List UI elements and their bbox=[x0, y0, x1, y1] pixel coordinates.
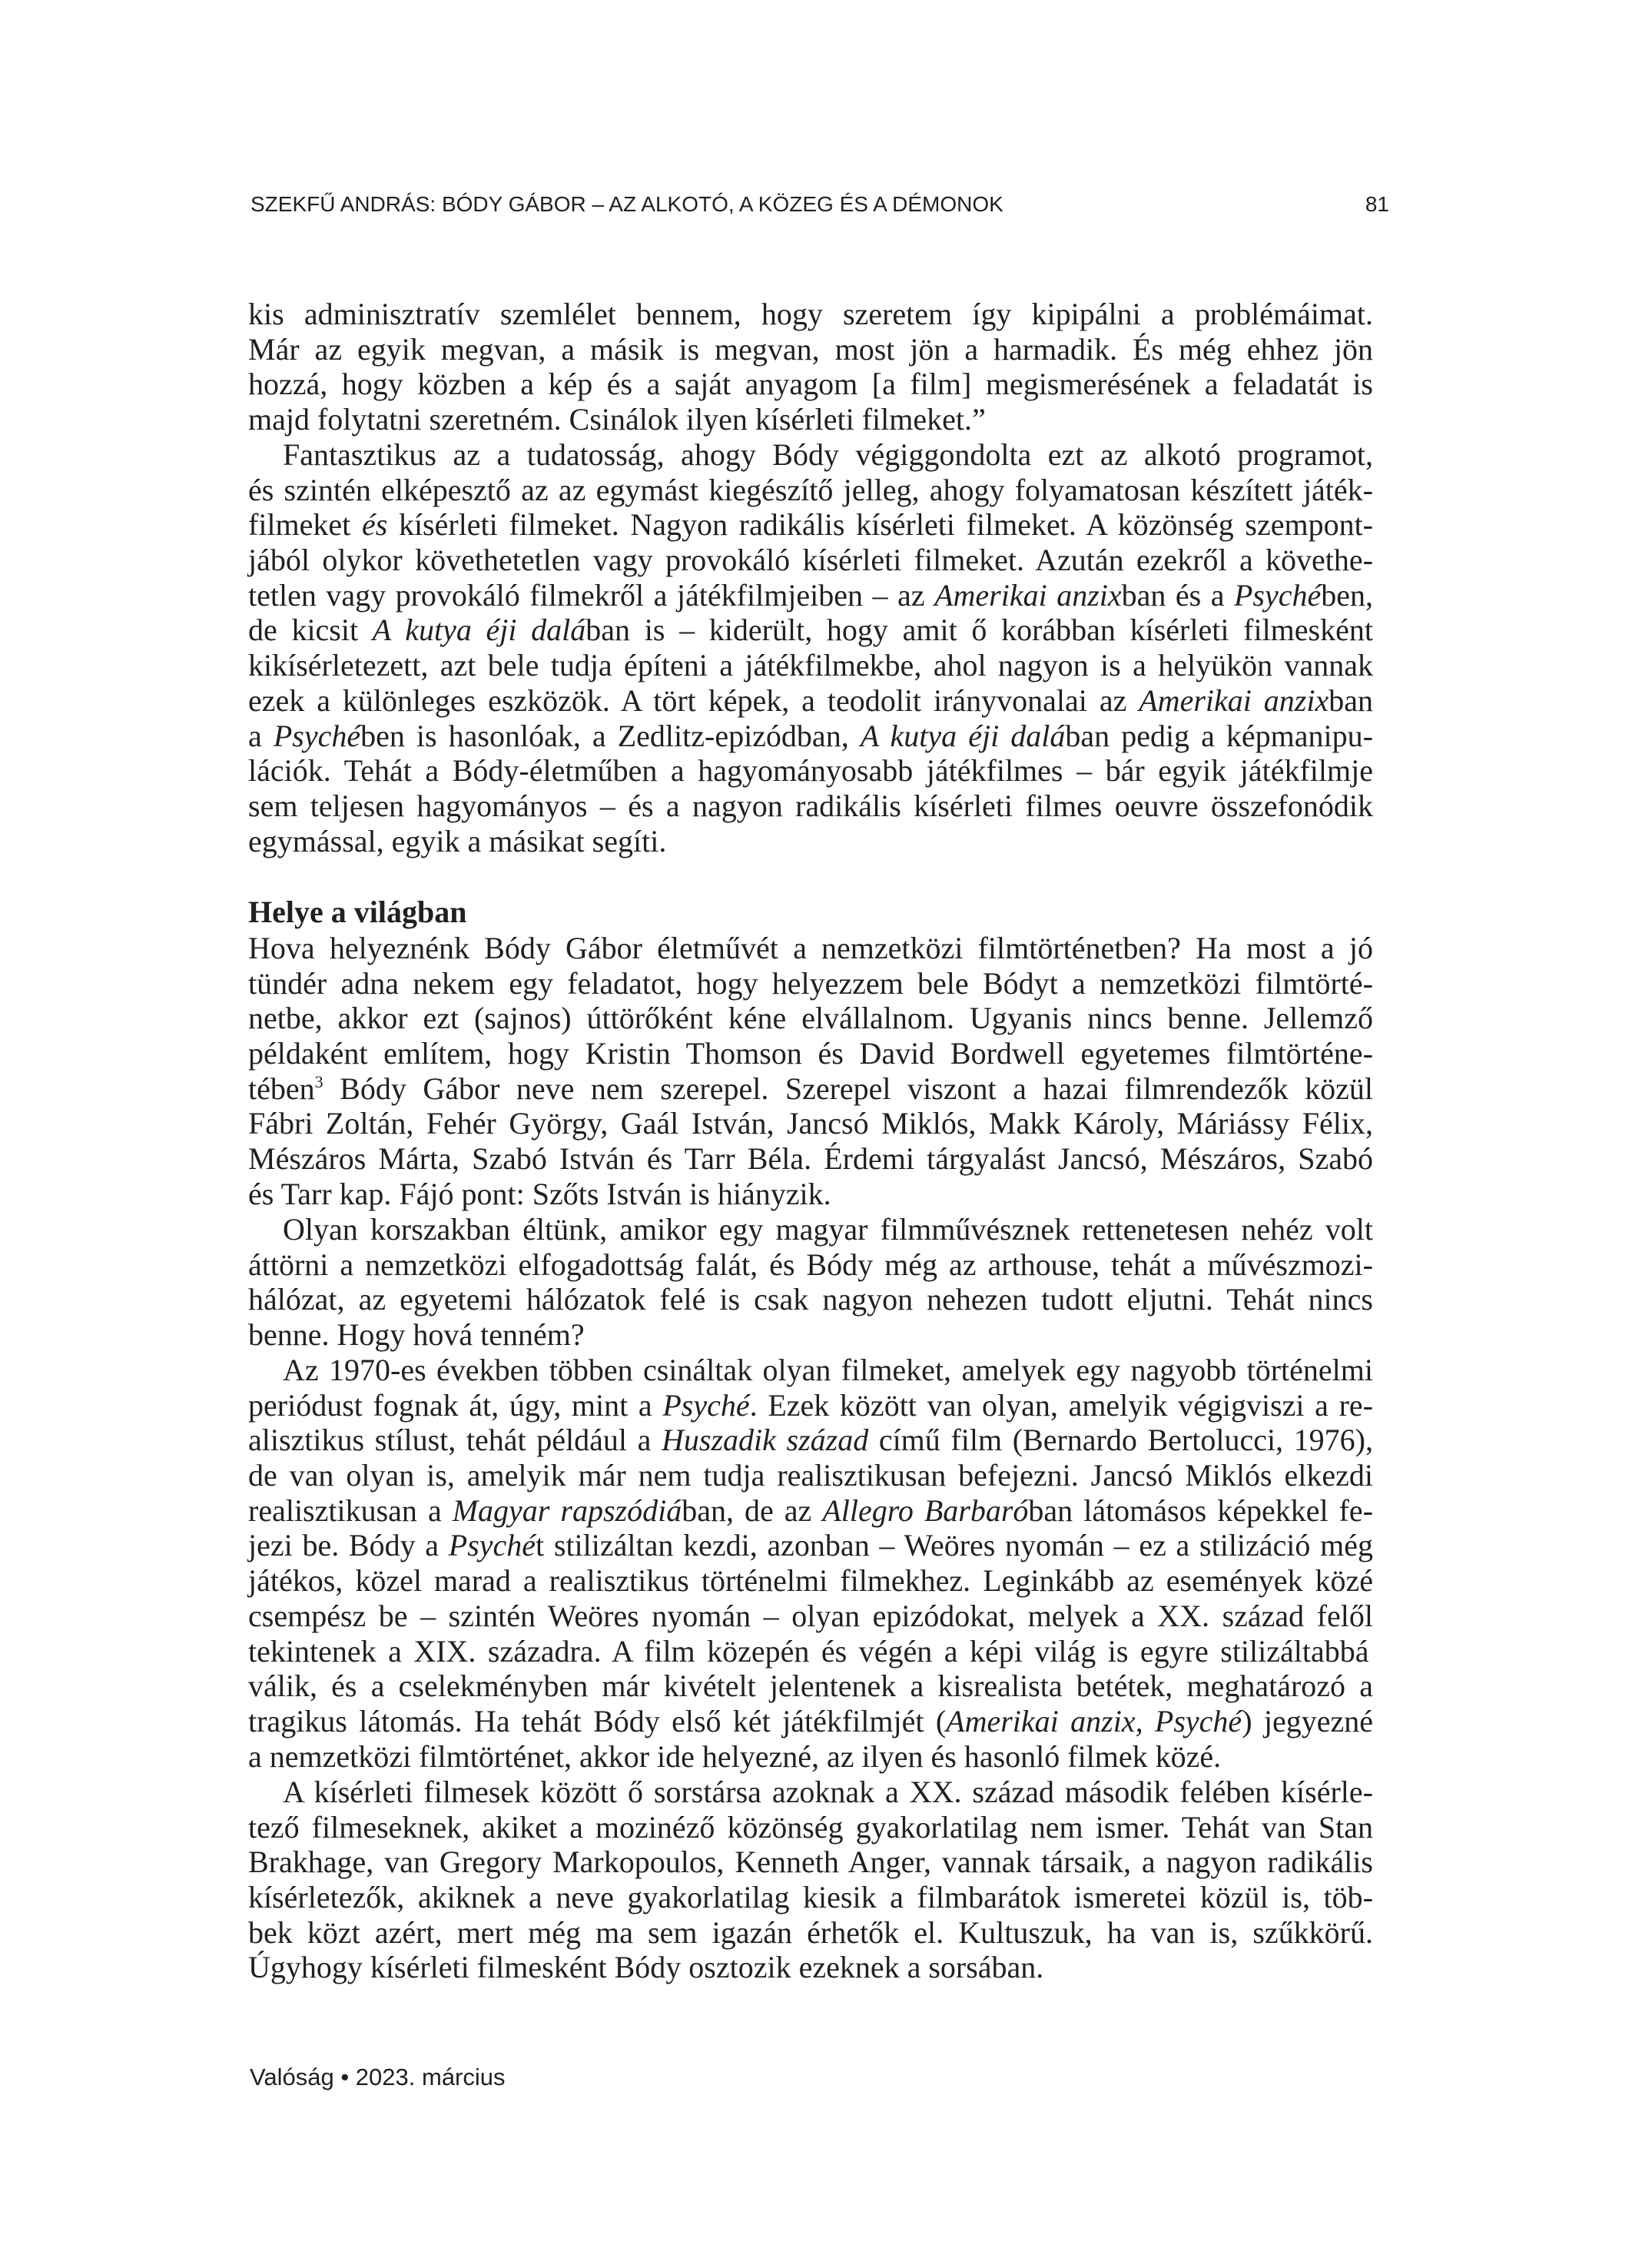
text-run: benne. Hogy hová tenném? bbox=[248, 1317, 585, 1353]
text-line bbox=[248, 1775, 1373, 1810]
italic-title: A kutya éji dalá bbox=[860, 718, 1066, 753]
text-line bbox=[248, 1247, 1373, 1283]
text-run: t stilizáltan kezdi, azonban – Weöres nyomán – ez a stilizáció még bbox=[536, 1528, 1374, 1563]
text-run: ban látomásos képekkel fe- bbox=[1028, 1493, 1374, 1528]
text-run: filmeket bbox=[248, 507, 362, 543]
italic-title: Amerikai anzix bbox=[934, 577, 1122, 613]
text-line bbox=[248, 824, 1373, 859]
text-run: tező filmeseknek, akiket a mozinéző közönség gyakorlatilag nem ismer. Tehát van Stan bbox=[248, 1809, 1373, 1845]
text-run: áttörni a nemzetközi elfogadottság falát, és Bódy még az arthouse, tehát a művészmozi- bbox=[248, 1247, 1373, 1282]
text-line bbox=[248, 1950, 1373, 1985]
text-run: kísérleti filmeket. Nagyon radikális kísérleti filmeket. A közönség szempont- bbox=[387, 507, 1374, 543]
paragraph-body bbox=[248, 1212, 1373, 1353]
text-run: ) jegyezné bbox=[1242, 1703, 1373, 1738]
text-run: játékos, közel marad a realisztikus történelmi filmekhez. Leginkább az események közé bbox=[248, 1563, 1373, 1599]
text-run: Az 1970-es években többen csináltak olyan filmeket, amelyek egy nagyobb történelmi bbox=[283, 1353, 1373, 1387]
text-run: Fantasztikus az a tudatosság, ahogy Bódy végiggondolta ezt az alkotó programot, bbox=[283, 437, 1373, 472]
text-line bbox=[248, 1493, 1373, 1529]
text-run: kis adminisztratív szemlélet bennem, hogy szeretem így kipipálni a problémáimat. bbox=[248, 297, 1373, 331]
text-line bbox=[248, 507, 1373, 543]
text-line bbox=[248, 1317, 1373, 1353]
text-line bbox=[248, 1915, 1373, 1951]
text-run: Már az egyik megvan, a másik is megvan, most jön a harmadik. És még ehhez jön bbox=[248, 331, 1373, 367]
paragraph-body bbox=[248, 1775, 1373, 1985]
text-line bbox=[248, 931, 1373, 966]
page-number: 81 bbox=[1365, 192, 1389, 216]
paragraph-quote-continuation bbox=[248, 297, 1373, 437]
text-line bbox=[248, 578, 1373, 613]
text-run: bek közt azért, mert még ma sem igazán érhetők el. Kultuszuk, ha van is, szűkkörű. bbox=[248, 1914, 1373, 1950]
text-run: ban is – kiderült, hogy amit ő korábban kísérleti filmesként bbox=[585, 613, 1373, 648]
text-line bbox=[248, 613, 1373, 648]
text-line bbox=[248, 1353, 1373, 1388]
text-run: válik, és a cselekményben már kivételt jelentenek a kisrealista betétek, meghatározó a bbox=[248, 1669, 1373, 1704]
text-run: tekintenek a XIX. századra. A film közepén és végén a képi világ is egyre stilizáltabbá bbox=[248, 1633, 1369, 1669]
text-run: csempész be – szintén Weöres nyomán – olyan epizódokat, melyek a XX. század felől bbox=[248, 1598, 1373, 1633]
text-run: és Tarr kap. Fájó pont: Szőts István is hiányzik. bbox=[248, 1176, 831, 1211]
text-run: tragikus látomás. Ha tehát Bódy első két játékfilmjét ( bbox=[248, 1703, 947, 1738]
text-run: hozzá, hogy közben a kép és a saját anyagom [a film] megismerésének a feladatát is bbox=[248, 367, 1373, 402]
paragraph-body bbox=[248, 1353, 1373, 1774]
text-run: ban, de az bbox=[682, 1493, 823, 1528]
text-run: egymással, egyik a másikat segíti. bbox=[248, 823, 667, 858]
text-run: című film (Bernardo Bertolucci, 1976), bbox=[868, 1423, 1373, 1458]
text-run: ben, bbox=[1321, 577, 1373, 613]
text-run: de van olyan is, amelyik már nem tudja realisztikusan befejezni. Jancsó Miklós elkezdi bbox=[248, 1458, 1373, 1493]
text-run: tetlen vagy provokáló filmekről a játékfilmjeiben – az bbox=[248, 577, 935, 613]
text-line bbox=[248, 1704, 1373, 1739]
italic-title: Psyché bbox=[1233, 577, 1322, 613]
text-run: a nemzetközi filmtörténet, akkor ide helyezné, az ilyen és hasonló filmek közé. bbox=[248, 1738, 1222, 1774]
text-run: Mészáros Márta, Szabó István és Tarr Béla. Érdemi tárgyalást Jancsó, Mészáros, Szabó bbox=[248, 1141, 1373, 1177]
text-run: sem teljesen hagyományos – és a nagyon radikális kísérleti filmes oeuvre összefonódik bbox=[248, 788, 1373, 823]
italic-title: Amerikai anzix, Psyché bbox=[946, 1703, 1242, 1738]
text-run: tében bbox=[248, 1071, 315, 1106]
text-line bbox=[248, 1880, 1373, 1915]
italic-title: Huszadik század bbox=[662, 1423, 869, 1458]
text-line bbox=[248, 648, 1373, 683]
text-run: ezek a különleges eszközök. A tört képek, a teodolit irányvonalai az bbox=[248, 682, 1139, 718]
text-run: majd folytatni szeretném. Csinálok ilyen kísérleti filmeket.” bbox=[248, 402, 986, 437]
text-run: ben is hasonlóak, a Zedlitz-epizódban, bbox=[360, 718, 861, 753]
text-run: kísérletezők, akiknek a neve gyakorlatilag kiesik a filmbarátok ismeretei közül is, töb- bbox=[248, 1880, 1373, 1915]
text-run: ban pedig a képmanipu- bbox=[1065, 718, 1373, 753]
italic-title: Psyché bbox=[662, 1387, 750, 1423]
text-line bbox=[248, 1528, 1373, 1563]
text-line bbox=[248, 1563, 1373, 1599]
paragraph-body bbox=[248, 437, 1373, 858]
text-line bbox=[248, 1810, 1373, 1845]
footnote-ref: 3 bbox=[314, 1071, 323, 1091]
text-line bbox=[248, 1458, 1373, 1493]
text-line bbox=[248, 1845, 1373, 1880]
text-line bbox=[248, 1106, 1373, 1141]
text-run: ban bbox=[1328, 682, 1373, 718]
text-run: ban és a bbox=[1121, 577, 1234, 613]
text-line bbox=[248, 1388, 1373, 1423]
text-run: jezi be. Bódy a bbox=[248, 1528, 449, 1563]
text-line bbox=[248, 297, 1373, 332]
text-run: A kísérleti filmesek között ő sorstársa azoknak a XX. század második felében kísérle- bbox=[283, 1775, 1373, 1809]
section-heading: Helye a világban bbox=[248, 895, 467, 929]
italic-title: Amerikai anzix bbox=[1139, 682, 1329, 718]
text-line bbox=[248, 543, 1373, 578]
text-line bbox=[248, 473, 1373, 508]
text-run: periódust fognak át, úgy, mint a bbox=[248, 1387, 663, 1423]
text-line bbox=[248, 402, 1373, 437]
italic-title: Psyché bbox=[273, 718, 361, 753]
text-line bbox=[248, 1282, 1373, 1317]
paragraph-body bbox=[248, 931, 1373, 1212]
text-run: kikísérletezett, azt bele tudja építeni a játékfilmekbe, ahol nagyon is a helyükön vannak bbox=[248, 648, 1373, 683]
text-line bbox=[248, 753, 1373, 789]
text-run: a bbox=[248, 718, 274, 753]
text-line bbox=[248, 332, 1373, 367]
text-run: Olyan korszakban éltünk, amikor egy magyar filmművésznek rettenetesen nehéz volt bbox=[283, 1212, 1373, 1247]
text-run: Hova helyeznénk Bódy Gábor életművét a nemzetközi filmtörténetben? Ha most a jó bbox=[248, 931, 1373, 965]
text-run: Brakhage, van Gregory Markopoulos, Kenneth Anger, vannak társaik, a nagyon radikális bbox=[248, 1845, 1373, 1880]
text-line bbox=[248, 1141, 1373, 1177]
text-run: Bódy Gábor neve nem szerepel. Szerepel viszont a hazai filmrendezők közül bbox=[323, 1071, 1373, 1106]
text-line bbox=[248, 683, 1373, 719]
text-line bbox=[248, 719, 1373, 754]
text-line bbox=[248, 1423, 1373, 1458]
footer-publication: Valóság • 2023. március bbox=[250, 2064, 506, 2090]
italic-title: és bbox=[361, 507, 388, 543]
text-line bbox=[248, 437, 1373, 473]
text-run: tündér adna nekem egy feladatot, hogy helyezzem bele Bódyt a nemzetközi filmtörté- bbox=[248, 965, 1373, 1001]
text-run: Fábri Zoltán, Fehér György, Gaál István, Jancsó Miklós, Makk Károly, Máriássy Félix, bbox=[248, 1106, 1373, 1141]
italic-title: Psyché bbox=[448, 1528, 536, 1563]
italic-title: A kutya éji dalá bbox=[372, 613, 586, 648]
italic-title: Magyar rapszódiá bbox=[452, 1493, 682, 1528]
text-line bbox=[248, 1739, 1373, 1775]
text-line bbox=[248, 1071, 1373, 1107]
text-run: Úgyhogy kísérleti filmesként Bódy osztozik ezeknek a sorsában. bbox=[248, 1950, 1044, 1985]
running-head-title: SZEKFŰ ANDRÁS: BÓDY GÁBOR – AZ ALKOTÓ, A KÖZEG ÉS A DÉMONOK bbox=[250, 192, 1003, 216]
text-run: jából olykor követhetetlen vagy provokáló kísérleti filmeket. Azután ezekről a követhe- bbox=[248, 543, 1373, 578]
text-line bbox=[248, 1212, 1373, 1247]
text-line bbox=[248, 1634, 1373, 1669]
text-run: példaként említem, hogy Kristin Thomson és David Bordwell egyetemes filmtörténe- bbox=[248, 1036, 1373, 1071]
text-run: és szintén elképesztő az az egymást kiegészítő jelleg, ahogy folyamatosan készített játék- bbox=[248, 472, 1373, 507]
text-line bbox=[248, 1177, 1373, 1212]
text-run: . Ezek között van olyan, amelyik végigviszi a re- bbox=[749, 1387, 1374, 1423]
text-line bbox=[248, 1669, 1373, 1704]
text-run: realisztikusan a bbox=[248, 1493, 453, 1528]
text-run: netbe, akkor ezt (sajnos) úttörőként kéne elvállalnom. Ugyanis nincs benne. Jellemző bbox=[248, 1001, 1373, 1036]
text-run: lációk. Tehát a Bódy-életműben a hagyományosabb játékfilmes – bár egyik játékfilmje bbox=[248, 753, 1373, 789]
text-line bbox=[248, 789, 1373, 824]
text-run: hálózat, az egyetemi hálózatok felé is csak nagyon nehezen tudott eljutni. Tehát nincs bbox=[248, 1282, 1373, 1317]
text-run: alisztikus stílust, tehát például a bbox=[248, 1423, 662, 1458]
italic-title: Allegro Barbaró bbox=[822, 1493, 1029, 1528]
text-line bbox=[248, 1001, 1373, 1036]
text-run: de kicsit bbox=[248, 613, 373, 648]
text-line bbox=[248, 966, 1373, 1001]
text-line bbox=[248, 367, 1373, 402]
text-line bbox=[248, 1036, 1373, 1071]
text-line bbox=[248, 1599, 1373, 1634]
